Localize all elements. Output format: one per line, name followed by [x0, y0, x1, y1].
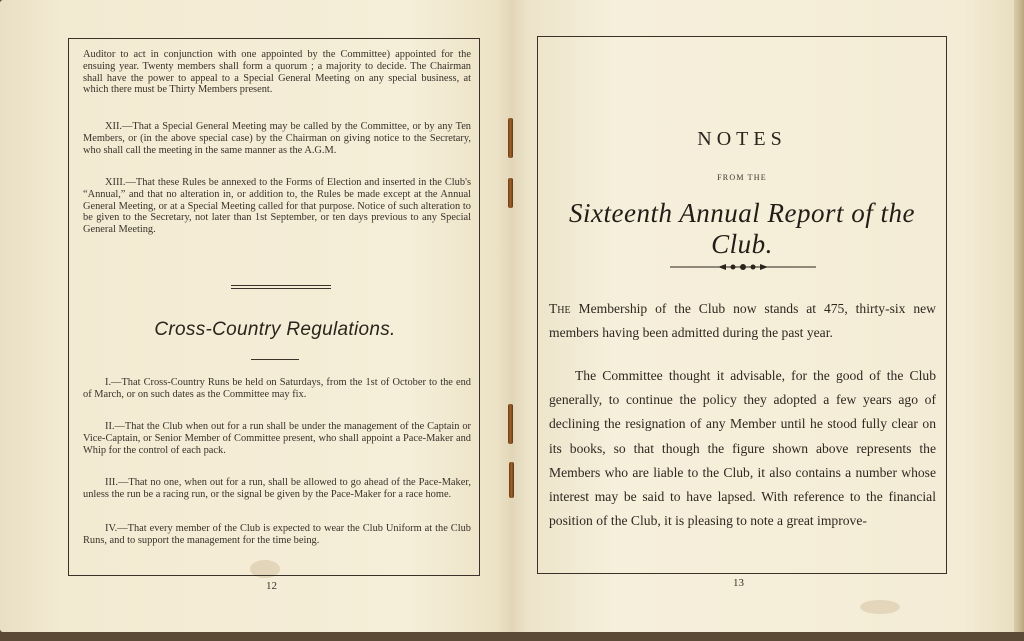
binding-stitch — [509, 462, 514, 498]
binding-stitch — [508, 178, 513, 208]
membership-paragraph — [549, 297, 936, 345]
section-divider — [231, 285, 331, 289]
page-edge — [1014, 0, 1024, 632]
binding-stitch — [508, 404, 513, 444]
rule-xii-paragraph: XII.—That a Special General Meeting may be called by the Committee, or by any Ten Members, or (in the above special case) by the Chairman on giving notice to the Secretary, who shall call the meeting in the same manner as the A.G.M. — [83, 121, 471, 156]
regulation-i: I.—That Cross-Country Runs be held on Saturdays, from the 1st of October to the end of March, or on such dates as the Committee may fix. — [83, 377, 471, 400]
from-the-label: FROM THE — [717, 173, 767, 182]
membership-text: Membership of the Club now stands at 475, thirty-six new members having been admitted during the past year. — [549, 301, 936, 341]
left-page-number: 12 — [266, 580, 277, 592]
committee-paragraph — [549, 364, 936, 533]
ornament-divider — [670, 262, 816, 272]
committee-text: The Committee thought it advisable, for the good of the Club generally, to continue the policy they adopted a few years ago of declining the resignation of any Member until he stood fully clear on its books, so that though the figure shown above represents the Members who are liable to the Club, it also contains a number whose interest may be said to have lapsed. With reference to the financial position of the Club, it is pleasing to note a great improve- — [549, 368, 936, 529]
left-page-frame — [68, 38, 480, 576]
report-title: Sixteenth Annual Report of the Club. — [569, 198, 915, 259]
notes-title: NOTES — [697, 128, 787, 150]
paragraph-lead-word: The — [549, 301, 571, 316]
regulation-ii: II.—That the Club when out for a run shall be under the management of the Captain or Vice-Captain, or Senior Member of Committee present, who shall appoint a Pace-Maker and Whip for the control of each pack. — [83, 421, 471, 456]
right-page-number: 13 — [733, 577, 744, 589]
regulation-iv: IV.—That every member of the Club is expected to wear the Club Uniform at the Club Runs, and to support the management for the time being. — [83, 523, 471, 546]
regulation-iii: III.—That no one, when out for a run, shall be allowed to go ahead of the Pace-Maker, unless the run be a racing run, or the signal be given by the Pace-Maker for a race home. — [83, 477, 471, 500]
binding-stitch — [508, 118, 513, 158]
rules-continuation-paragraph: Auditor to act in conjunction with one appointed by the Committee) appointed for the ensuing year. Twenty members shall form a quorum ; a majority to decide. The Chairman shall have the power to appeal to a Special General Meeting on any special business, at which there must be Thirty Members present. — [83, 49, 471, 96]
rule-xiii-paragraph: XIII.—That these Rules be annexed to the Forms of Election and inserted in the Club's “Annual,” and that no alteration in, or addition to, the Rules be made except at the Annual General Meeting, or at a Special Meeting called for that purpose. Notice of such alteration to be given to the Secretary, not later than 1st September, or ten days previous to any Special General Meeting. — [83, 177, 471, 236]
heading-rule — [251, 359, 299, 360]
paper-stain — [860, 600, 900, 614]
cross-country-heading: Cross-Country Regulations. — [154, 319, 396, 340]
